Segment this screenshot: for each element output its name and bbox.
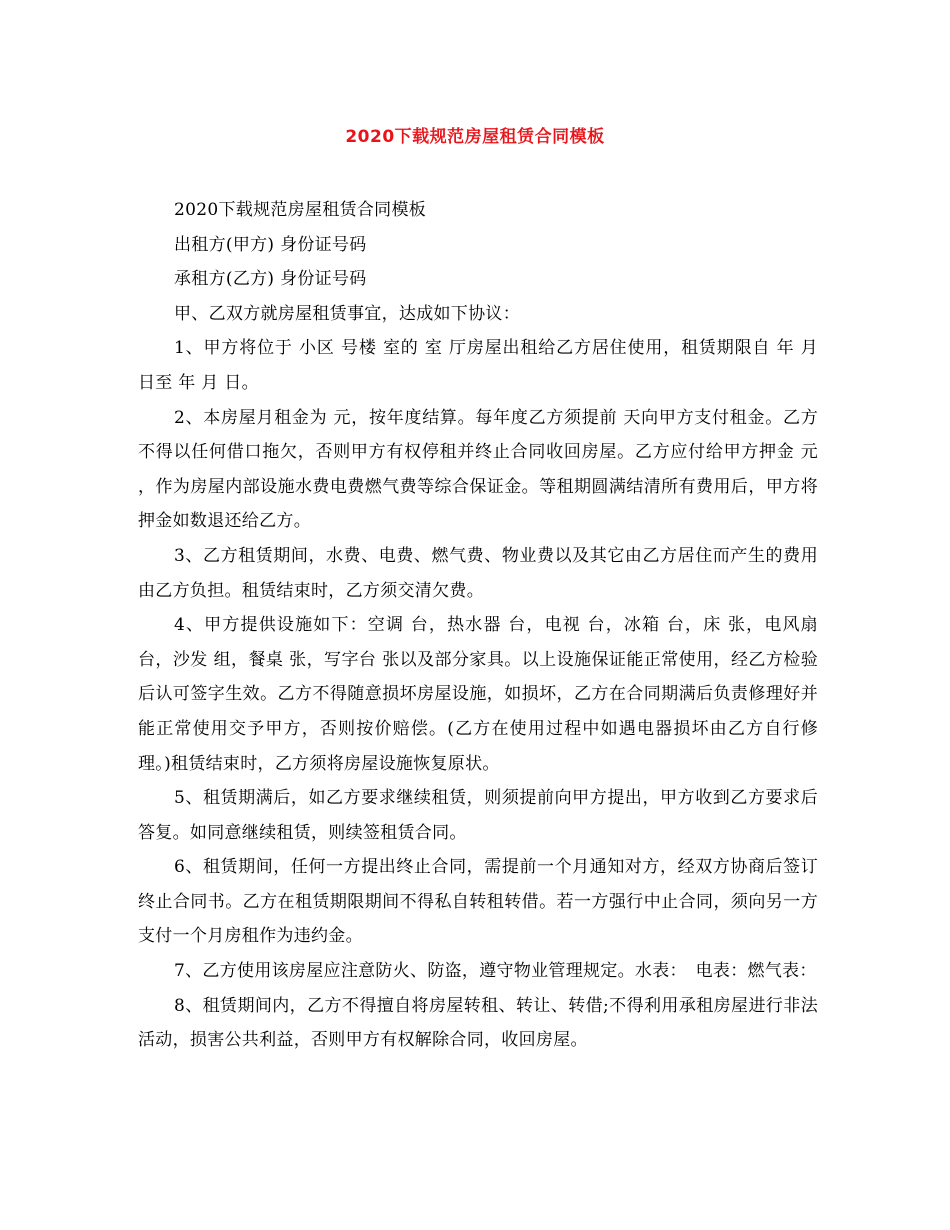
clause-5: 5、租赁期满后，如乙方要求继续租赁，则须提前向甲方提出，甲方收到乙方要求后答复。如同意继续租赁，则续签租赁合同。 [138,788,818,843]
clause-2: 2、本房屋月租金为 元，按年度结算。每年度乙方须提前 天向甲方支付租金。乙方不得以任何借口拖欠，否则甲方有权停租并终止合同收回房屋。乙方应付给甲方押金 元 ，作为房屋内部设施水费电费燃气费等综合保证金。等租期圆满结清所有费用后，甲方将押金如数退还给乙方。 [138,407,818,532]
document-title: 2020下载规范房屋租赁合同模板 [345,127,605,147]
clause-6: 6、租赁期间，任何一方提出终止合同，需提前一个月通知对方，经双方协商后签订终止合同书。乙方在租赁期限期间不得私自转租转借。若一方强行中止合同，须向另一方支付一个月房租作为违约金。 [138,857,818,947]
agreement-intro: 甲、乙双方就房屋租赁事宜，达成如下协议： [174,303,520,324]
clause-4: 4、甲方提供设施如下：空调 台，热水器 台，电视 台，冰箱 台，床 张，电风扇 台，沙发 组，餐桌 张，写字台 张以及部分家具。以上设施保证能正常使用，经乙方检验后认可签字生效。乙方不得随意损坏房屋设施，如损坏，乙方在合同期满后负责修理好并能正常使用交予甲方，否则按价赔偿。(乙方在使用过程中如遇电器损坏由乙方自行修理。)租赁结束时，乙方须将房屋设施恢复原状。 [138,615,818,774]
clause-1: 1、甲方将位于 小区 号楼 室的 室 厅房屋出租给乙方居住使用，租赁期限自 年 月 日至 年 月 日。 [138,338,818,393]
clause-8: 8、租赁期间内，乙方不得擅自将房屋转租、转让、转借;不得利用承租房屋进行非法活动，损害公共利益，否则甲方有权解除合同，收回房屋。 [138,995,818,1051]
clause-3: 3、乙方租赁期间，水费、电费、燃气费、物业费以及其它由乙方居住而产生的费用由乙方负担。租赁结束时，乙方须交清欠费。 [138,545,818,601]
document-body [138,193,818,1058]
lessor-line: 出租方(甲方) 身份证号码 [174,234,367,255]
lessee-line: 承租方(乙方) 身份证号码 [174,269,367,290]
clause-7: 7、乙方使用该房屋应注意防火、防盗，遵守物业管理规定。水表： 电表：燃气表： [174,961,817,982]
doc-heading-repeat: 2020下载规范房屋租赁合同模板 [174,200,427,220]
